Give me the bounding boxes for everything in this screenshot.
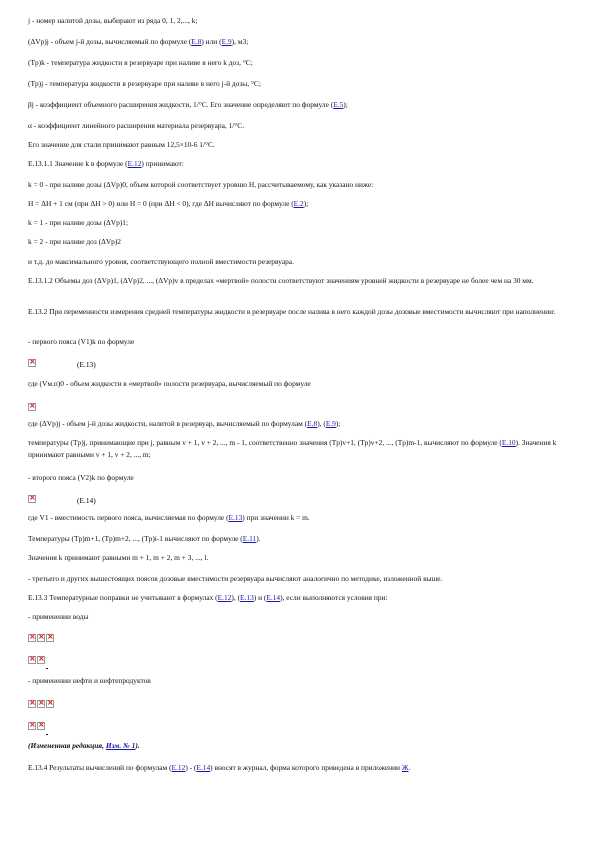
broken-image-icon [46, 700, 54, 708]
text: ), ( [231, 593, 241, 602]
text: температуры (Tp)j, принимающие при j, равным v + 1, v + 2, ..., m - 1, соответственно значения (Tp)v+1, (Tp)v+2, ..., (Tp)m-1, вычисляют по формуле ( [28, 438, 502, 447]
text: . [408, 763, 411, 772]
paragraph-k1: k = 1 - при наливе дозы (ΔVp)1; [28, 218, 129, 227]
condition-oil-row-1 [28, 695, 55, 705]
link-e14[interactable]: Е.14 [196, 763, 211, 772]
broken-image-icon [28, 359, 36, 367]
broken-image-icon [28, 656, 36, 664]
broken-image-icon [37, 656, 45, 664]
paragraph-second-belt: - второго пояса (V2)k по формуле [28, 473, 134, 482]
paragraph-j-definition: j - номер налитой дозы, выбирают из ряда 0, 1, 2,..., k; [28, 16, 198, 25]
text: Е.13.4 Результаты вычислений по формулам ( [28, 763, 172, 772]
text: βj - коэффициент объемного расширения жидкости, 1/°С. Его значение определяют по формуле ( [28, 100, 334, 109]
link-e14[interactable]: Е.14 [266, 593, 281, 602]
paragraph-alpha: α - коэффициент линейного расширения материала резервуара, 1/°С. [28, 121, 245, 130]
broken-image-icon [37, 634, 45, 642]
link-e13[interactable]: Е.13 [240, 593, 254, 602]
broken-image-icon [37, 700, 45, 708]
link-e8[interactable]: Е.8 [307, 419, 318, 428]
link-e11[interactable]: Е.11 [242, 534, 257, 543]
text: ) или ( [201, 37, 222, 46]
broken-image-icon [28, 403, 36, 411]
text: ) вносят в журнал, форма которого приведена в приложении [210, 763, 402, 772]
amendment-text: (Измененная редакция, [28, 741, 106, 750]
broken-image-icon [46, 634, 54, 642]
paragraph-dead-volume: где (Vм.п)0 - объем жидкости в «мертвой» полости резервуара, вычисляемый по формуле [28, 379, 311, 388]
text: Е.13.3 Температурные поправки не учитывают в формулах ( [28, 593, 218, 602]
text: ), если выполняются условия при: [280, 593, 388, 602]
paragraph-e13-2: Е.13.2 При переменности измерения средней температуры жидкости в резервуаре после налива в него каждой дозы дозовые вместимости вычисляют при наполнении: [28, 307, 556, 316]
formula-e14 [28, 490, 96, 505]
broken-image-icon [28, 634, 36, 642]
paragraph-third-belt: - третьего и других вышестоящих поясов дозовые вместимости резервуара вычисляют аналогично по методике, изложенной выше. [28, 574, 443, 583]
amendment-text: ). [135, 741, 140, 750]
text: Температуры (Tp)m+1, (Tp)m+2, ..., (Tp)i-1 вычисляют по формуле ( [28, 534, 243, 543]
paragraph-temperatures-m [28, 533, 576, 545]
paragraph-e13-1-2: Е.13.1.2 Объемы доз (ΔVp)1, (ΔVp)2, ..., (ΔVp)v в пределах «мертвой» полости соответствуют значениям уровней жидкости в резервуаре не более чем на 30 мм. [28, 276, 534, 285]
paragraph-oil: - применении нефти и нефтепродуктов [28, 676, 151, 685]
paragraph-beta [28, 99, 576, 111]
broken-image-icon [28, 722, 36, 730]
text: ) при значении k = m. [242, 513, 310, 522]
underline-mark [46, 727, 48, 735]
formula-number: (Е.13) [77, 360, 96, 369]
paragraph-e13-1-1 [28, 158, 576, 170]
text: ) и ( [253, 593, 267, 602]
paragraph-alpha-steel: Его значение для стали принимают равным 12,5×10-6 1/°С. [28, 140, 215, 149]
broken-image-icon [28, 495, 36, 503]
text: H = ΔH + 1 см (при ΔH > 0) или H = 0 (при ΔH < 0), где ΔH вычисляют по формуле ( [28, 199, 294, 208]
link-e8[interactable]: Е.8 [191, 37, 202, 46]
link-e12[interactable]: Е.12 [217, 593, 232, 602]
link-e12[interactable]: Е.12 [171, 763, 186, 772]
paragraph-v1 [28, 512, 576, 524]
paragraph-amendment [28, 740, 576, 752]
condition-water-row-1 [28, 629, 55, 639]
text: ). Значения k принимают равными v + 1, v + 2, ..., m; [28, 438, 557, 459]
paragraph-temp-k: (Tp)k - температура жидкости в резервуаре при наливе в него k доз, °С; [28, 58, 253, 67]
text: ) - ( [185, 763, 197, 772]
paragraph-k2: k = 2 - при наливе доз (ΔVp)2 [28, 237, 122, 246]
paragraph-etc: и т.д. до максимального уровня, соответствующего полной вместимости резервуара. [28, 257, 294, 266]
paragraph-temperatures-j [28, 437, 576, 461]
text: где V1 - вместимость первого пояса, вычисляемая по формуле ( [28, 513, 229, 522]
text: ). [256, 534, 261, 543]
link-e10[interactable]: Е.10 [501, 438, 516, 447]
link-e9[interactable]: Е.9 [221, 37, 232, 46]
link-amendment-1[interactable]: Изм. № 1 [105, 741, 136, 750]
paragraph-e13-4 [28, 762, 576, 774]
paragraph-e13-3 [28, 592, 576, 604]
paragraph-dose-volume-j [28, 418, 576, 430]
text: ) принимают: [141, 159, 184, 168]
text: Е.13.1.1 Значение k в формуле ( [28, 159, 128, 168]
formula-e13 [28, 354, 96, 369]
link-e13[interactable]: Е.13 [228, 513, 243, 522]
text: (ΔVp)j - объем j-й дозы, вычисляемый по формуле ( [28, 37, 192, 46]
link-appendix-zh[interactable]: Ж [401, 763, 409, 772]
underline-mark [46, 661, 48, 669]
text: ); [335, 419, 341, 428]
text: ), м3; [231, 37, 249, 46]
link-e9[interactable]: Е.9 [325, 419, 336, 428]
condition-oil-row-2 [28, 717, 48, 727]
broken-image-icon [37, 722, 45, 730]
link-e5[interactable]: Е.5 [333, 100, 344, 109]
link-e12[interactable]: Е.12 [127, 159, 142, 168]
text: ); [303, 199, 309, 208]
paragraph-dose-volume [28, 36, 576, 48]
formula-dead-volume [28, 398, 37, 408]
text: ); [343, 100, 348, 109]
broken-image-icon [28, 700, 36, 708]
condition-water-row-2 [28, 651, 48, 661]
paragraph-k0: k = 0 - при наливе дозы (ΔVp)0, объем которой соответствует уровню H, рассчитываемому, как указано ниже: [28, 180, 374, 189]
link-e2[interactable]: Е.2 [293, 199, 304, 208]
paragraph-h-formula [28, 198, 576, 210]
paragraph-temp-j: (Tp)j - температура жидкости в резервуаре при наливе в него j-й дозы, °С; [28, 79, 261, 88]
paragraph-first-belt: - первого пояса (V1)k по формуле [28, 337, 135, 346]
text: где (ΔVp)j - объем j-й дозы жидкости, налитой в резервуар, вычисляемый по формулам ( [28, 419, 308, 428]
paragraph-water: - применении воды [28, 612, 89, 621]
text: ), ( [317, 419, 326, 428]
formula-number: (Е.14) [77, 496, 96, 505]
paragraph-k-values: Значения k принимают равными m + 1, m + 2, m + 3, ..., l. [28, 553, 209, 562]
